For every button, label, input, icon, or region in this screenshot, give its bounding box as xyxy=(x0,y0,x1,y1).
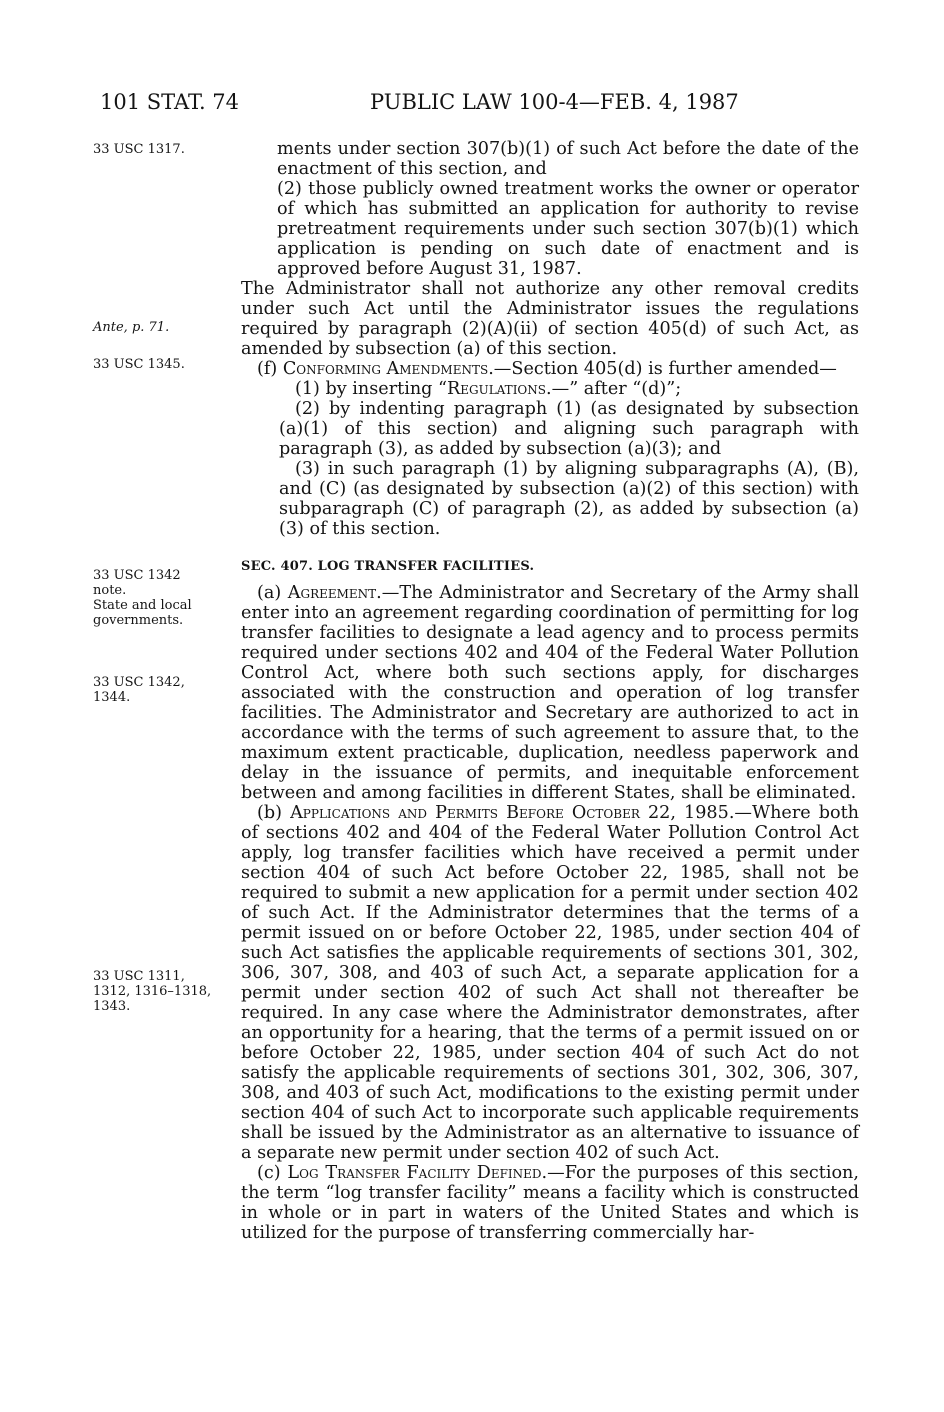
subsection-c xyxy=(241,1163,859,1243)
statute-page-number: 101 STAT. 74 xyxy=(100,90,240,114)
subsection-heading: Log Transfer Facility Defined. xyxy=(287,1163,548,1183)
subsection-heading: Conforming Amendments. xyxy=(282,359,494,379)
subsection-label: (f) xyxy=(257,359,283,379)
margin-note-line: note. xyxy=(93,583,127,598)
margin-note-usc-1311 xyxy=(93,969,228,1014)
section-heading: SEC. 407. LOG TRANSFER FACILITIES. xyxy=(241,559,535,574)
margin-note-line: 1312, 1316–1318, xyxy=(93,984,212,999)
amendment-text: —” after “(d)”; xyxy=(551,379,682,399)
paragraph-item-2: (2) those publicly owned treatment works the owner or operator of which has submitted an application for authority to revise pretreatment requirements under such section 307(b)(1) which application is pending on such date of enactment and is approved before August 31, 1987. xyxy=(277,179,859,279)
subsection-a xyxy=(241,583,859,803)
law-title: PUBLIC LAW 100-4—FEB. 4, 1987 xyxy=(370,90,739,114)
page-header xyxy=(100,90,864,120)
margin-note-usc-1342-1344 xyxy=(93,675,228,705)
subsection-body: —For the purposes of this section, the term “log transfer facility” means a facility which is constructed in whole or in part in waters of the United States and which is utilized for the purpose of transferring commercially har- xyxy=(241,1163,859,1243)
margin-note-line: 33 USC 1342, xyxy=(93,675,185,690)
margin-note-usc-1342-note xyxy=(93,568,228,628)
margin-note-usc-1345: 33 USC 1345. xyxy=(93,357,185,372)
margin-note-ante: Ante, p. 71. xyxy=(93,320,170,335)
amendment-item-3: (3) in such paragraph (1) by aligning subparagraphs (A), (B), and (C) (as designated by subsection (a)(2) of this section) with subparagraph (C) of paragraph (2), as added by subsection (a)(3) of this section. xyxy=(279,459,859,539)
body-text xyxy=(241,139,859,1243)
paragraph-continuation: ments under section 307(b)(1) of such Act before the date of the enactment of this section, and xyxy=(277,139,859,179)
margin-note-line: 1343. xyxy=(93,999,131,1014)
amendment-term: Regulations. xyxy=(447,379,552,399)
margin-note-usc-1317: 33 USC 1317. xyxy=(93,142,185,157)
margin-note-line: 33 USC 1311, xyxy=(93,969,185,984)
amendment-item-1 xyxy=(241,379,859,399)
subsection-label: (c) xyxy=(257,1163,288,1183)
paragraph-removal-credits: The Administrator shall not authorize any other removal credits under such Act until the Administrator issues the regulations required by paragraph (2)(A)(ii) of section 405(d) of such Act, as amended by subsection (a) of this section. xyxy=(241,279,859,359)
subsection-body: 22, 1985.—Where both of sections 402 and 404 of the Federal Water Pollution Control Act apply, log transfer facilities which have received a permit under section 404 of such Act before October 22, 1985, shall not be required to submit a new application for a permit under section 402 of such Act. If the Administrator determines that the terms of a permit issued on or before October 22, 1985, under section 404 of such Act satisfies the applicable requirements of sections 301, 302, 306, 307, 308, and 403 of such Act, a separate application for a permit under section 402 of such Act shall not thereafter be required. In any case where the Administrator demonstrates, after an opportunity for a hearing, that the terms of a permit issued on or before October 22, 1985, under section 404 of such Act do not satisfy the applicable requirements of sections 301, 302, 306, 307, 308, and 403 of such Act, modifications to the existing permit under section 404 of such Act to incorporate such applicable requirements shall be issued by the Administrator as an alternative to issuance of a separate new permit under section 402 of such Act. xyxy=(241,803,860,1163)
subsection-body: —Section 405(d) is further amended— xyxy=(493,359,837,379)
margin-note-line: State and local xyxy=(93,598,192,613)
margin-note-line: 1344. xyxy=(93,690,131,705)
margin-note-line: governments. xyxy=(93,613,184,628)
subsection-body: —The Administrator and Secretary of the Army shall enter into an agreement regarding coordination of permitting for log transfer facilities to designate a lead agency and to process permits required under sections 402 and 404 of the Federal Water Pollution Control Act, where both such sections apply, for discharges associated with the construction and operation of log transfer facilities. The Administrator and Secretary are authorized to act in accordance with the terms of such agreement to assure that, to the maximum extent practicable, duplication, needless paperwork and delay in the issuance of permits, and inequitable enforcement between and among facilities in different States, shall be eliminated. xyxy=(241,583,859,803)
amendment-item-2: (2) by indenting paragraph (1) (as designated by subsection (a)(1) of this section) and aligning such paragraph with paragraph (3), as added by subsection (a)(3); and xyxy=(279,399,859,459)
subsection-b xyxy=(241,803,859,1163)
subsection-label: (b) xyxy=(257,803,291,823)
margin-note-line: 33 USC 1342 xyxy=(93,568,181,583)
subsection-heading: Agreement. xyxy=(287,583,382,603)
subsection-f xyxy=(241,359,859,379)
subsection-heading: Applications and Permits Before October xyxy=(290,803,640,823)
amendment-text: (1) by inserting “ xyxy=(295,379,447,399)
subsection-label: (a) xyxy=(257,583,288,603)
